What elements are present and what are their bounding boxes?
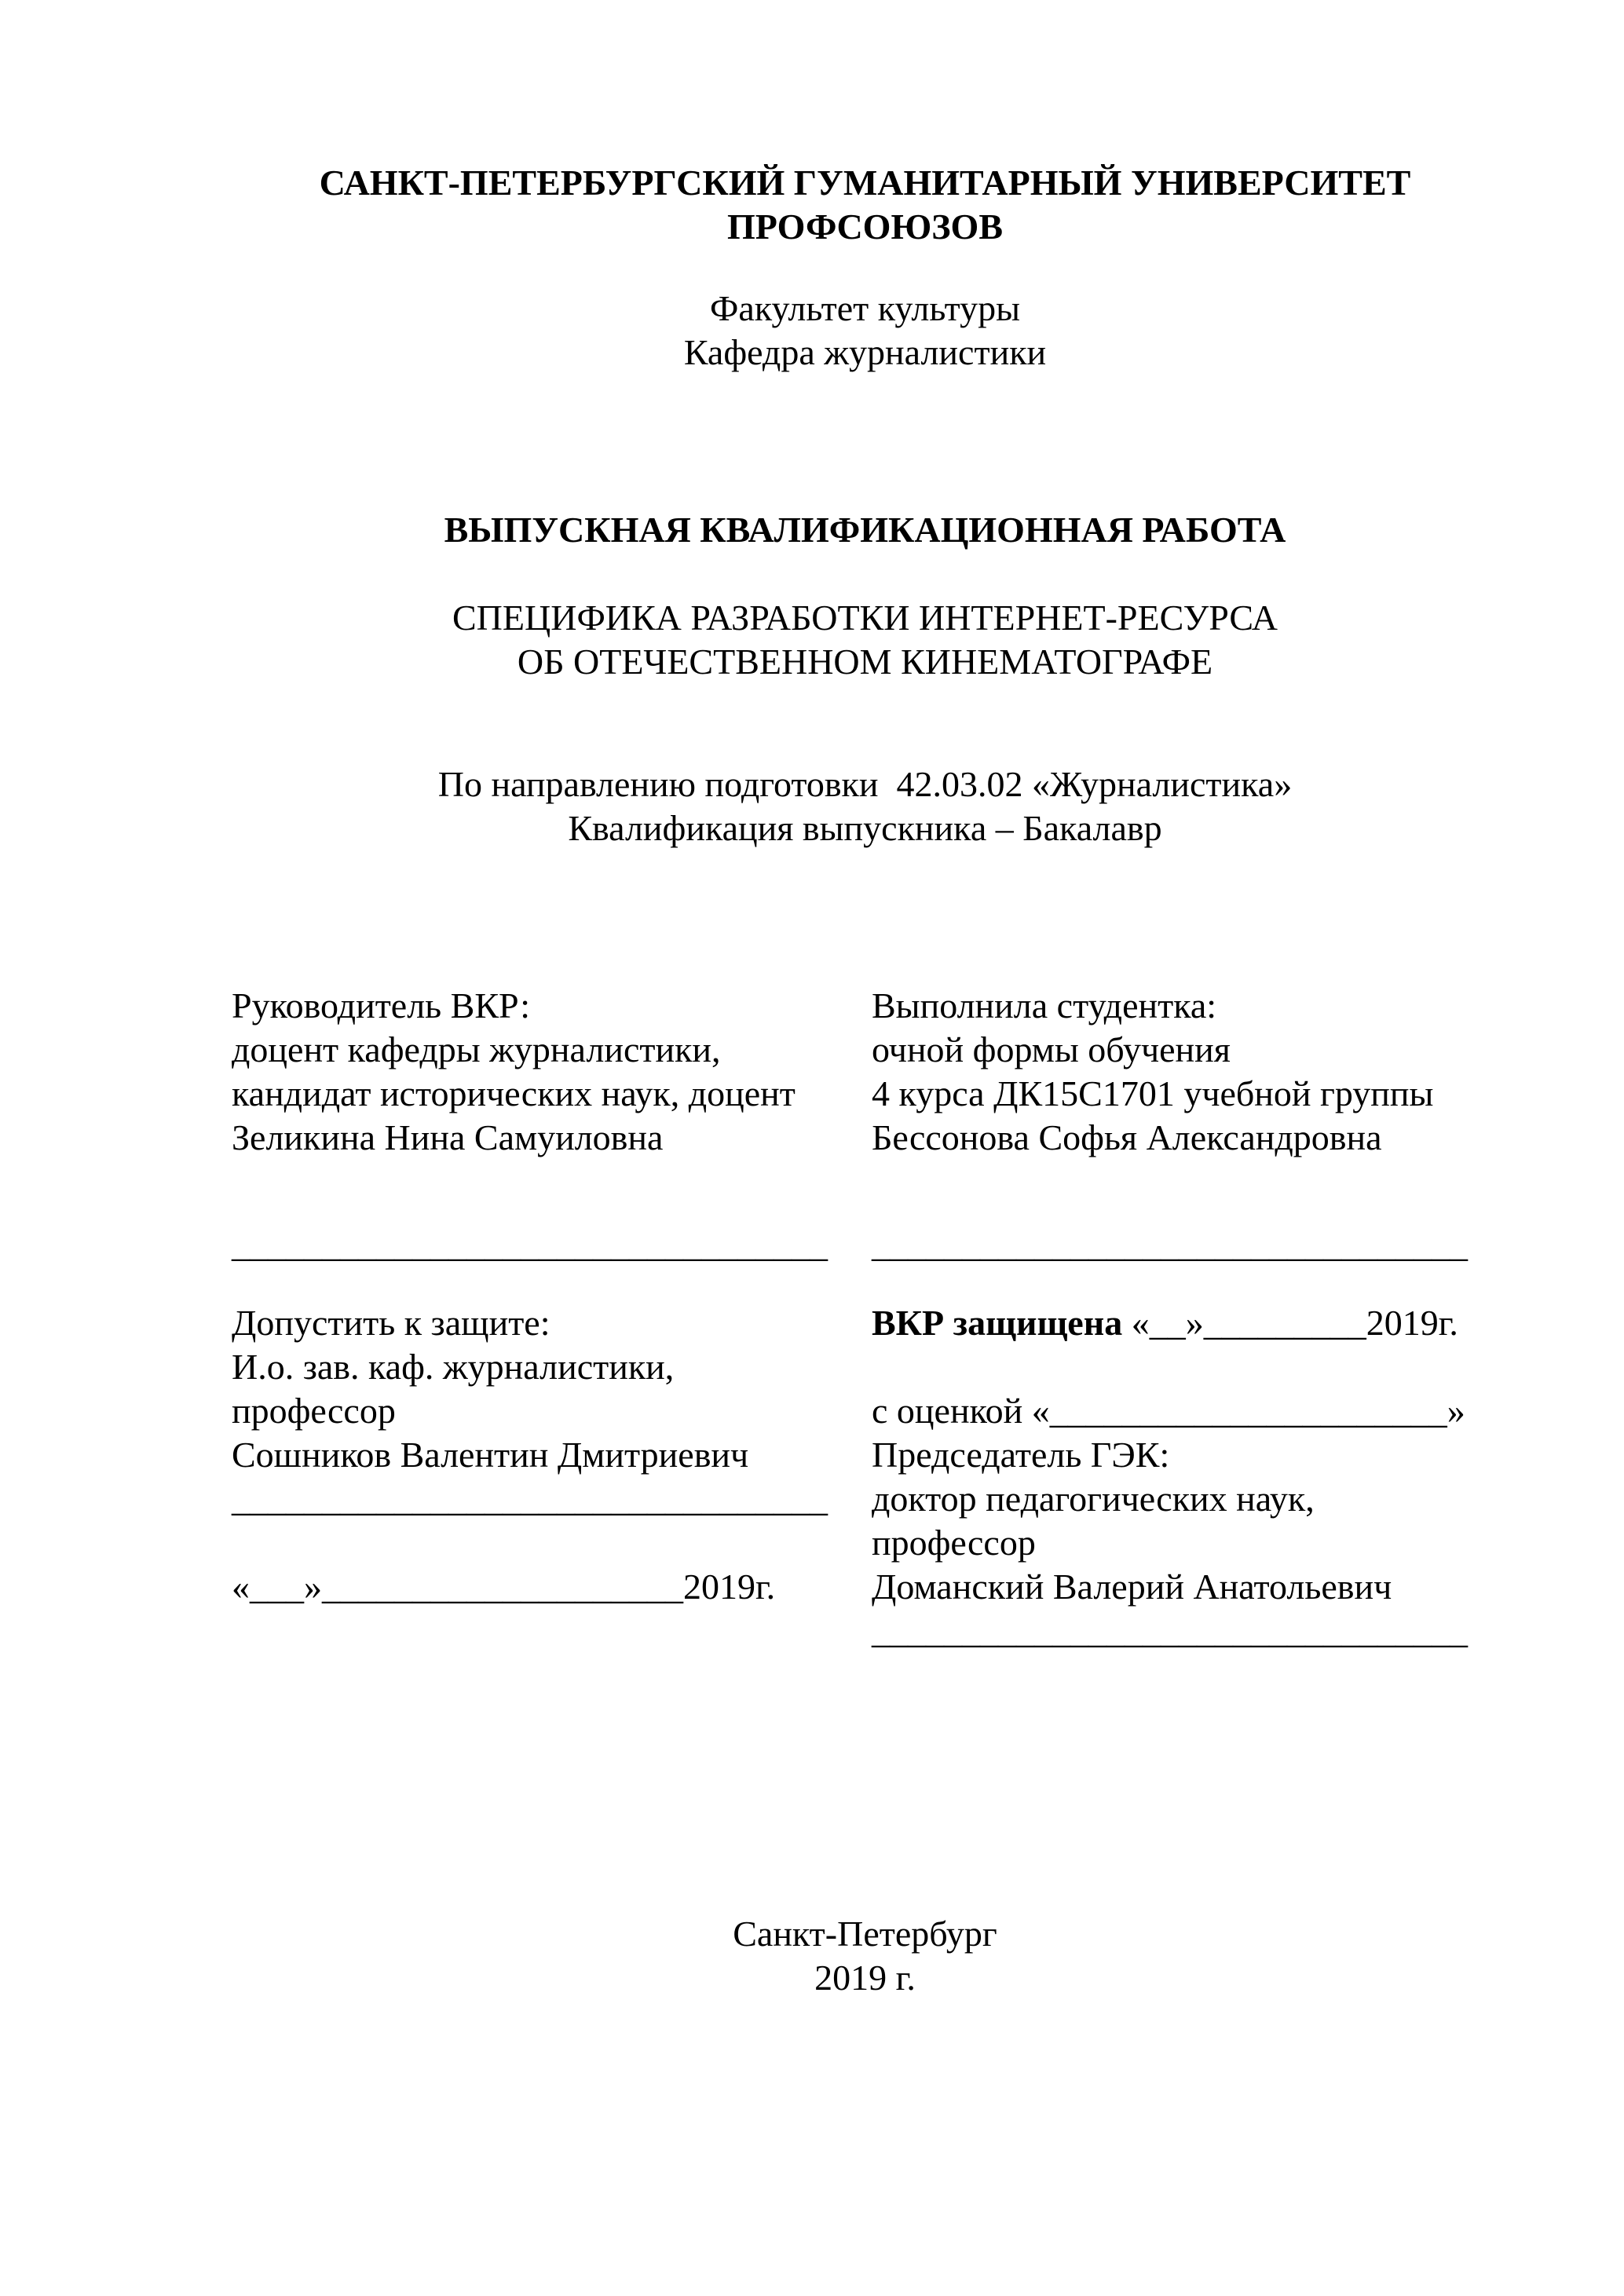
defense-grade-line: с оценкой «______________________» bbox=[872, 1391, 1465, 1431]
thesis-title-line1: СПЕЦИФИКА РАЗРАБОТКИ ИНТЕРНЕТ-РЕСУРСА bbox=[452, 598, 1278, 638]
program-block bbox=[232, 762, 1498, 850]
footer-block bbox=[232, 1912, 1498, 2000]
year-line: 2019 г. bbox=[814, 1958, 916, 1998]
university-name bbox=[232, 161, 1498, 249]
advisor-signature-line: _________________________________ bbox=[232, 1224, 828, 1264]
admission-heading: Допустить к защите: bbox=[232, 1303, 550, 1343]
advisor-name: Зеликина Нина Самуиловна bbox=[232, 1117, 664, 1157]
defense-date-line bbox=[872, 1301, 1498, 1345]
student-detail-line1: очной формы обучения bbox=[872, 1029, 1231, 1069]
chairman-position-line1: доктор педагогических наук, bbox=[872, 1479, 1315, 1519]
faculty-line: Факультет культуры bbox=[710, 288, 1020, 328]
student-block bbox=[872, 984, 1498, 1160]
advisor-heading: Руководитель ВКР: bbox=[232, 985, 531, 1026]
admission-defense-block bbox=[232, 1301, 1498, 1653]
chairman-signature-line: _________________________________ bbox=[872, 1610, 1468, 1651]
admission-signature-line: _________________________________ bbox=[232, 1479, 828, 1519]
advisor-block bbox=[232, 984, 836, 1160]
faculty-department-block bbox=[232, 287, 1498, 375]
program-direction-line: По направлению подготовки 42.03.02 «Журналистика» bbox=[437, 764, 1293, 804]
student-signature-line: _________________________________ bbox=[872, 1224, 1468, 1264]
admission-position-line1: И.о. зав. каф. журналистики, bbox=[232, 1347, 675, 1387]
student-detail-line2: 4 курса ДК15С1701 учебной группы bbox=[872, 1073, 1434, 1113]
signature-row bbox=[232, 1223, 1498, 1267]
admission-position-line2: профессор bbox=[232, 1391, 396, 1431]
student-heading: Выполнила студентка: bbox=[872, 985, 1217, 1026]
work-type-heading bbox=[232, 508, 1498, 552]
student-name: Бессонова Софья Александровна bbox=[872, 1117, 1382, 1157]
qualification-line: Квалификация выпускника – Бакалавр bbox=[568, 808, 1162, 848]
admission-date-line: «___»____________________2019г. bbox=[232, 1567, 776, 1607]
blank-line bbox=[872, 1345, 1498, 1389]
defense-block bbox=[872, 1301, 1498, 1653]
thesis-title-line2: ОБ ОТЕЧЕСТВЕННОМ КИНЕМАТОГРАФЕ bbox=[517, 642, 1213, 682]
university-name-line1: САНКТ-ПЕТЕРБУРГСКИЙ ГУМАНИТАРНЫЙ УНИВЕРСИТЕТ bbox=[319, 163, 1411, 203]
admission-block bbox=[232, 1301, 836, 1609]
blank-line bbox=[232, 1521, 836, 1565]
chairman-name: Доманский Валерий Анатольевич bbox=[872, 1567, 1392, 1607]
chairman-position-line2: профессор bbox=[872, 1523, 1036, 1563]
advisor-position-line1: доцент кафедры журналистики, bbox=[232, 1029, 721, 1069]
university-name-line2: ПРОФСОЮЗОВ bbox=[727, 207, 1003, 247]
department-line: Кафедра журналистики bbox=[683, 332, 1047, 372]
defense-defended-label: ВКР защищена bbox=[872, 1303, 1123, 1343]
admission-signer-name: Сошников Валентин Дмитриевич bbox=[232, 1435, 749, 1475]
work-type-heading-line: ВЫПУСКНАЯ КВАЛИФИКАЦИОННАЯ РАБОТА bbox=[444, 510, 1286, 550]
advisor-position-line2: кандидат исторических наук, доцент bbox=[232, 1073, 796, 1113]
defense-defended-rest: «__»_________2019г. bbox=[1122, 1303, 1458, 1343]
city-line: Санкт-Петербург bbox=[733, 1914, 997, 1954]
thesis-title bbox=[232, 596, 1498, 684]
committee-heading: Председатель ГЭК: bbox=[872, 1435, 1170, 1475]
advisor-student-block bbox=[232, 984, 1498, 1160]
